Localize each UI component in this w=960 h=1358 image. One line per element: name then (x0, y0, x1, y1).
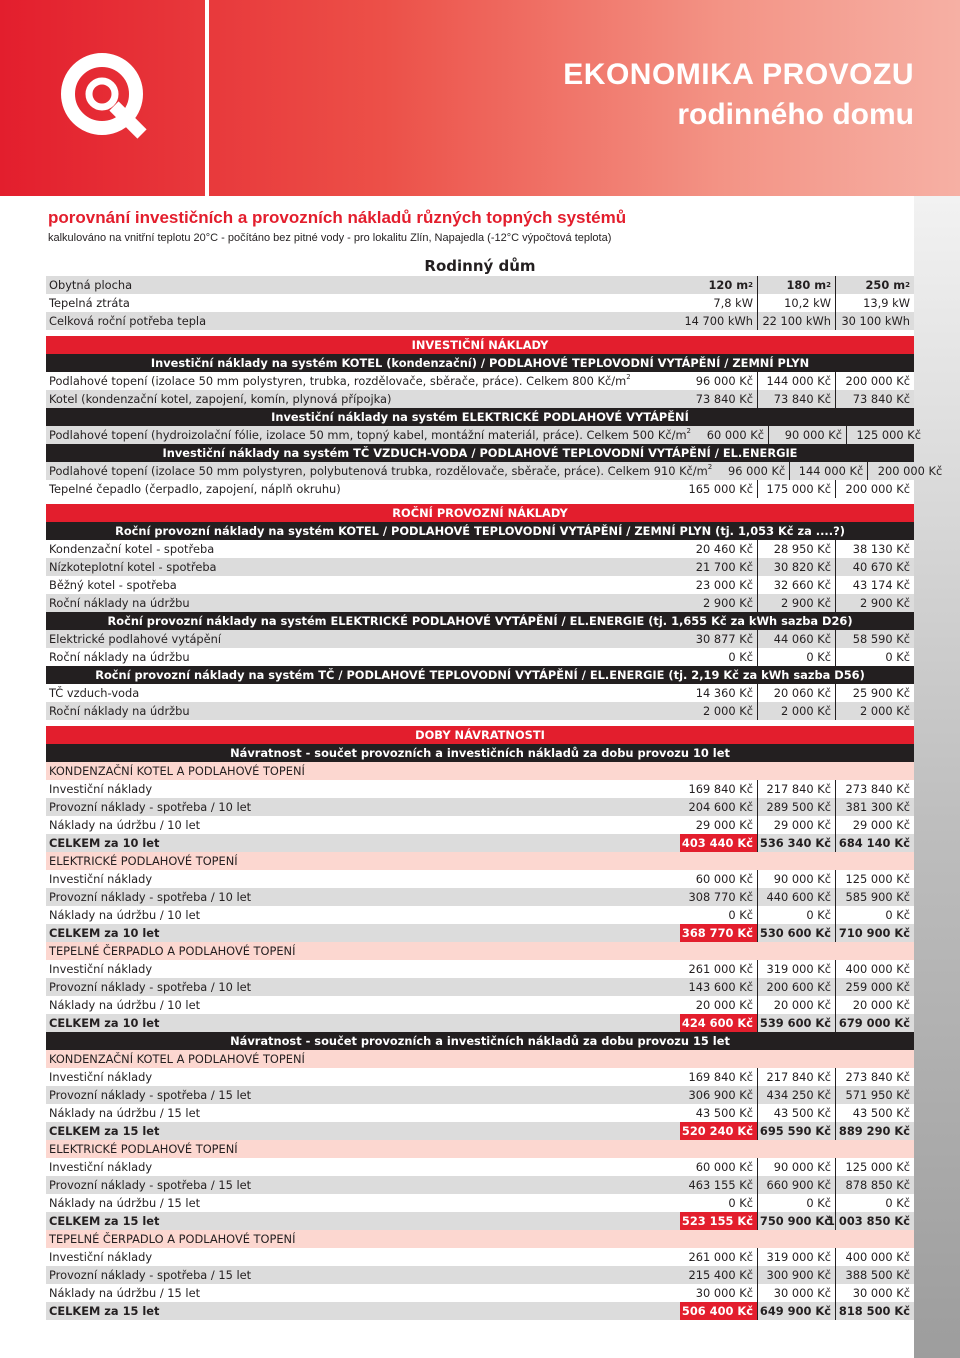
table-row (46, 906, 914, 924)
value-cell: 58 590 Kč (852, 632, 910, 646)
value-cell: 20 000 Kč (758, 996, 836, 1014)
value-cell: 28 950 Kč (758, 540, 836, 558)
value-cell: 96 000 Kč (680, 372, 758, 390)
row-label: KONDENZAČNÍ KOTEL A PODLAHOVÉ TOPENÍ (49, 1052, 305, 1066)
value-cell: 215 400 Kč (680, 1266, 758, 1284)
value-cell: 403 440 Kč (680, 834, 758, 852)
value-cell: 25 900 Kč (852, 686, 910, 700)
value-cell: 23 000 Kč (680, 576, 758, 594)
value-cell: 289 500 Kč (758, 798, 836, 816)
value-cell: 889 290 Kč (838, 1124, 910, 1138)
row-label: CELKEM za 10 let (49, 836, 160, 850)
value-cell: 0 Kč (680, 648, 758, 666)
value-cell: 424 600 Kč (680, 1014, 758, 1032)
value-cell: 204 600 Kč (680, 798, 758, 816)
page-subtitle: rodinného domu (677, 98, 914, 131)
value-cell: 400 000 Kč (845, 1250, 910, 1264)
table-row (46, 798, 914, 816)
subsection-title: Investiční náklady na systém ELEKTRICKÉ PODLAHOVÉ VYTÁPĚNÍ (46, 408, 914, 426)
row-label: KONDENZAČNÍ KOTEL A PODLAHOVÉ TOPENÍ (49, 764, 305, 778)
value-cell: 90 000 Kč (758, 870, 836, 888)
row-label: Obytná plocha (49, 278, 133, 292)
category-row (46, 1140, 914, 1158)
table-row (46, 372, 914, 390)
value-cell: 2 000 Kč (860, 704, 910, 718)
row-label: Tepelná ztráta (49, 296, 130, 310)
value-cell: 14 700 kWh (680, 312, 758, 330)
section-heading: porovnání investičních a provozních nákladů různých topných systémů (48, 208, 627, 227)
value-cell: 0 Kč (758, 1194, 836, 1212)
table-row (46, 1266, 914, 1284)
value-cell: 434 250 Kč (758, 1086, 836, 1104)
value-cell: 750 900 Kč (758, 1212, 836, 1230)
subsection-title: Návratnost - součet provozních a investičních nákladů za dobu provozu 15 let (46, 1032, 914, 1050)
value-cell: 96 000 Kč (712, 462, 790, 480)
table-header-label: Rodinný dům (424, 257, 536, 275)
subsection-title: Roční provozní náklady na systém TČ / PODLAHOVÉ TEPLOVODNÍ VYTÁPĚNÍ / EL.ENERGIE (tj. 2,19 Kč za kWh sazba D56) (46, 666, 914, 684)
value-cell: 7,8 kW (680, 294, 758, 312)
row-label: Kondenzační kotel - spotřeba (49, 542, 215, 556)
row-label: Investiční náklady (49, 962, 153, 976)
row-label: Provozní náklady - spotřeba / 10 let (49, 800, 252, 814)
row-label: Provozní náklady - spotřeba / 10 let (49, 890, 252, 904)
value-cell: 125 000 Kč (845, 872, 910, 886)
table-row (46, 1086, 914, 1104)
value-cell: 30 877 Kč (680, 630, 758, 648)
table-row (46, 1248, 914, 1266)
table-row (46, 684, 914, 702)
table-row (46, 702, 914, 720)
value-cell: 217 840 Kč (758, 1068, 836, 1086)
row-label: CELKEM za 15 let (49, 1304, 160, 1318)
value-cell: 319 000 Kč (758, 1248, 836, 1266)
table-row (46, 1158, 914, 1176)
subsection-title: Návratnost - součet provozních a investičních nákladů za dobu provozu 10 let (46, 744, 914, 762)
section-title: INVESTIČNÍ NÁKLADY (46, 336, 914, 354)
value-cell: 585 900 Kč (845, 890, 910, 904)
value-cell: 259 000 Kč (845, 980, 910, 994)
table-row (46, 462, 943, 480)
table-row (46, 540, 914, 558)
value-cell: 200 000 Kč (845, 482, 910, 496)
table-row (46, 276, 914, 294)
total-row (46, 1122, 914, 1140)
row-label: CELKEM za 10 let (49, 1016, 160, 1030)
category-row (46, 852, 914, 870)
value-cell: 60 000 Kč (680, 870, 758, 888)
value-cell: 73 840 Kč (852, 392, 910, 406)
value-cell: 200 600 Kč (758, 978, 836, 996)
value-cell: 273 840 Kč (845, 1070, 910, 1084)
value-cell: 165 000 Kč (680, 480, 758, 498)
table-row (46, 870, 914, 888)
value-cell: 523 155 Kč (680, 1212, 758, 1230)
value-cell: 200 000 Kč (877, 464, 943, 478)
value-cell: 143 600 Kč (680, 978, 758, 996)
table-header (46, 256, 914, 276)
value-cell: 217 840 Kč (758, 780, 836, 798)
category-row (46, 1050, 914, 1068)
value-cell: 20 000 Kč (680, 996, 758, 1014)
section-title: DOBY NÁVRATNOSTI (46, 726, 914, 744)
table-row (46, 576, 914, 594)
value-cell: 506 400 Kč (680, 1302, 758, 1320)
row-label: Běžný kotel - spotřeba (49, 578, 177, 592)
total-row (46, 924, 914, 942)
row-label: Náklady na údržbu / 15 let (49, 1196, 201, 1210)
value-cell: 818 500 Kč (838, 1304, 910, 1318)
row-label: Investiční náklady (49, 1160, 153, 1174)
value-cell: 368 770 Kč (680, 924, 758, 942)
value-cell: 144 000 Kč (758, 372, 836, 390)
total-row (46, 1014, 914, 1032)
value-cell: 400 000 Kč (845, 962, 910, 976)
category-row (46, 942, 914, 960)
table-row (46, 294, 914, 312)
value-cell: 571 950 Kč (845, 1088, 910, 1102)
row-label: Roční náklady na údržbu (49, 650, 190, 664)
row-label: Nízkoteplotní kotel - spotřeba (49, 560, 217, 574)
value-cell: 710 900 Kč (838, 926, 910, 940)
row-label: Podlahové topení (izolace 50 mm polystyren, polybutenová trubka, rozdělovače, sběrače, práce). Celkem 910 $Kč/m^2$ (49, 463, 713, 478)
value-cell: 261 000 Kč (680, 1248, 758, 1266)
row-label: Investiční náklady (49, 1250, 153, 1264)
table-row (46, 630, 914, 648)
value-cell: 29 000 Kč (758, 816, 836, 834)
value-cell: 90 000 Kč (758, 1158, 836, 1176)
row-label: Provozní náklady - spotřeba / 10 let (49, 980, 252, 994)
row-label: Provozní náklady - spotřeba / 15 let (49, 1268, 252, 1282)
table-row (46, 390, 914, 408)
value-cell: 388 500 Kč (845, 1268, 910, 1282)
value-cell: 30 000 Kč (680, 1284, 758, 1302)
value-cell: 125 000 Kč (845, 1160, 910, 1174)
row-label: Investiční náklady (49, 782, 153, 796)
row-label: Podlahové topení (izolace 50 mm polystyren, trubka, rozdělovače, sběrače, práce). Celkem 800 $Kč/m^2$ (49, 373, 631, 388)
table-row (46, 426, 922, 444)
value-cell: 20 460 Kč (680, 540, 758, 558)
row-label: Provozní náklady - spotřeba / 15 let (49, 1178, 252, 1192)
row-label: TEPELNÉ ČERPADLO A PODLAHOVÉ TOPENÍ (49, 1232, 296, 1246)
row-label: Tepelné čepadlo (čerpadlo, zapojení, náplň okruhu) (49, 482, 341, 496)
value-cell: 60 000 Kč (691, 426, 769, 444)
row-label: TEPELNÉ ČERPADLO A PODLAHOVÉ TOPENÍ (49, 944, 296, 958)
row-label: Elektrické podlahové vytápění (49, 632, 222, 646)
value-cell: 30 000 Kč (852, 1286, 910, 1300)
value-cell: 0 Kč (758, 906, 836, 924)
row-label: Náklady na údržbu / 10 let (49, 998, 201, 1012)
cost-table (46, 256, 943, 1320)
table-row (46, 1104, 914, 1122)
table-row (46, 312, 914, 330)
value-cell: 180 m 2 (758, 276, 836, 294)
row-label: Investiční náklady (49, 1070, 153, 1084)
value-cell: 2 000 Kč (758, 702, 836, 720)
value-cell: 169 840 Kč (680, 1068, 758, 1086)
value-cell: 30 100 kWh (841, 314, 910, 328)
value-cell: 38 130 Kč (852, 542, 910, 556)
value-cell: 2 900 Kč (680, 594, 758, 612)
value-cell: 200 000 Kč (845, 374, 910, 388)
value-cell: 684 140 Kč (838, 836, 910, 850)
section-title: ROČNÍ PROVOZNÍ NÁKLADY (46, 504, 914, 522)
table-row (46, 480, 914, 498)
value-cell: 32 660 Kč (758, 576, 836, 594)
value-cell: 520 240 Kč (680, 1122, 758, 1140)
row-label: Podlahové topení (hydroizolační fólie, izolace 50 mm, topný kabel, montážní materiál, práce). Celkem 500 $Kč/m^2$ (49, 427, 692, 442)
total-row (46, 1212, 914, 1230)
value-cell: 2 900 Kč (860, 596, 910, 610)
value-cell: 73 840 Kč (758, 390, 836, 408)
value-cell: 120 m 2 (680, 276, 758, 294)
row-label: CELKEM za 15 let (49, 1124, 160, 1138)
value-cell: 463 155 Kč (680, 1176, 758, 1194)
value-cell: 90 000 Kč (769, 426, 847, 444)
value-cell: 43 500 Kč (852, 1106, 910, 1120)
table-row (46, 996, 914, 1014)
row-label: Roční náklady na údržbu (49, 704, 190, 718)
value-cell: 306 900 Kč (680, 1086, 758, 1104)
row-label: Roční náklady na údržbu (49, 596, 190, 610)
value-cell: 0 Kč (885, 650, 910, 664)
row-label: CELKEM za 15 let (49, 1214, 160, 1228)
value-cell: 44 060 Kč (758, 630, 836, 648)
row-label: Náklady na údržbu / 15 let (49, 1286, 201, 1300)
row-label: Investiční náklady (49, 872, 153, 886)
row-label: ELEKTRICKÉ PODLAHOVÉ TOPENÍ (49, 854, 238, 868)
value-cell: 319 000 Kč (758, 960, 836, 978)
table-row (46, 594, 914, 612)
value-cell: 29 000 Kč (680, 816, 758, 834)
value-cell: 0 Kč (758, 648, 836, 666)
value-cell: 60 000 Kč (680, 1158, 758, 1176)
value-cell: 300 900 Kč (758, 1266, 836, 1284)
total-row (46, 1302, 914, 1320)
value-cell: 22 100 kWh (758, 312, 836, 330)
table-row (46, 816, 914, 834)
value-cell: 440 600 Kč (758, 888, 836, 906)
value-cell: 536 340 Kč (758, 834, 836, 852)
value-cell: 175 000 Kč (758, 480, 836, 498)
row-label: ELEKTRICKÉ PODLAHOVÉ TOPENÍ (49, 1142, 238, 1156)
table-row (46, 780, 914, 798)
value-cell: 0 Kč (885, 908, 910, 922)
row-label: Kotel (kondenzační kotel, zapojení, komín, plynová přípojka) (49, 392, 392, 406)
value-cell: 30 820 Kč (758, 558, 836, 576)
value-cell: 0 Kč (680, 1194, 758, 1212)
table-row (46, 648, 914, 666)
subsection-title: Investiční náklady na systém TČ VZDUCH-VODA / PODLAHOVÉ TEPLOVODNÍ VYTÁPĚNÍ / EL.ENERGIE (46, 444, 914, 462)
value-cell: 10,2 kW (758, 294, 836, 312)
table-row (46, 888, 914, 906)
value-cell: 695 590 Kč (758, 1122, 836, 1140)
category-row (46, 1230, 914, 1248)
value-cell: 125 000 Kč (856, 428, 922, 442)
value-cell: 169 840 Kč (680, 780, 758, 798)
value-cell: 43 500 Kč (680, 1104, 758, 1122)
value-cell: 13,9 kW (863, 296, 910, 310)
row-label: Náklady na údržbu / 10 let (49, 818, 201, 832)
table-row (46, 1176, 914, 1194)
table-row (46, 1194, 914, 1212)
value-cell: 0 Kč (680, 906, 758, 924)
value-cell: 1 003 850 Kč (827, 1214, 910, 1228)
q-logo-icon (58, 50, 150, 142)
value-cell: 2 000 Kč (680, 702, 758, 720)
value-cell: 273 840 Kč (845, 782, 910, 796)
value-cell: 144 000 Kč (790, 462, 868, 480)
row-label: CELKEM za 10 let (49, 926, 160, 940)
page-title: EKONOMIKA PROVOZU (563, 58, 914, 91)
value-cell: 73 840 Kč (680, 390, 758, 408)
value-cell: 381 300 Kč (845, 800, 910, 814)
value-cell: 649 900 Kč (758, 1302, 836, 1320)
value-cell: 30 000 Kč (758, 1284, 836, 1302)
row-label: Celková roční potřeba tepla (49, 314, 207, 328)
value-cell: 43 500 Kč (758, 1104, 836, 1122)
value-cell: 29 000 Kč (852, 818, 910, 832)
section-subheading: kalkulováno na vnitřní teplotu 20°C - počítáno bez pitné vody - pro lokalitu Zlín, Napajedla (-12°C výpočtová teplota) (48, 232, 612, 244)
row-label: TČ vzduch-voda (49, 686, 140, 700)
table-row (46, 1284, 914, 1302)
value-cell: 14 360 Kč (680, 684, 758, 702)
row-label: Náklady na údržbu / 10 let (49, 908, 201, 922)
value-cell: 539 600 Kč (758, 1014, 836, 1032)
subsection-title: Roční provozní náklady na systém KOTEL / PODLAHOVÉ TEPLOVODNÍ VYTÁPĚNÍ / ZEMNÍ PLYN (tj. 1,053 Kč za ....?) (46, 522, 914, 540)
value-cell: 2 900 Kč (758, 594, 836, 612)
side-stripe (914, 196, 960, 1358)
value-cell: 43 174 Kč (852, 578, 910, 592)
table-row (46, 978, 914, 996)
row-label: Provozní náklady - spotřeba / 15 let (49, 1088, 252, 1102)
table-row (46, 960, 914, 978)
value-cell: 660 900 Kč (758, 1176, 836, 1194)
row-label: Náklady na údržbu / 15 let (49, 1106, 201, 1120)
table-row (46, 1068, 914, 1086)
value-cell: 530 600 Kč (758, 924, 836, 942)
category-row (46, 762, 914, 780)
header-divider (205, 0, 209, 196)
value-cell: 261 000 Kč (680, 960, 758, 978)
table-row (46, 558, 914, 576)
value-cell: 250 m 2 (865, 278, 910, 292)
value-cell: 20 000 Kč (852, 998, 910, 1012)
value-cell: 20 060 Kč (758, 684, 836, 702)
value-cell: 679 000 Kč (838, 1016, 910, 1030)
subsection-title: Roční provozní náklady na systém ELEKTRICKÉ PODLAHOVÉ VYTÁPĚNÍ / EL.ENERGIE (tj. 1,655 Kč za kWh sazba D26) (46, 612, 914, 630)
value-cell: 21 700 Kč (680, 558, 758, 576)
value-cell: 40 670 Kč (852, 560, 910, 574)
value-cell: 308 770 Kč (680, 888, 758, 906)
total-row (46, 834, 914, 852)
header-banner (0, 0, 960, 196)
subsection-title: Investiční náklady na systém KOTEL (kondenzační) / PODLAHOVÉ TEPLOVODNÍ VYTÁPĚNÍ / ZEMNÍ PLYN (46, 354, 914, 372)
value-cell: 0 Kč (885, 1196, 910, 1210)
value-cell: 878 850 Kč (845, 1178, 910, 1192)
